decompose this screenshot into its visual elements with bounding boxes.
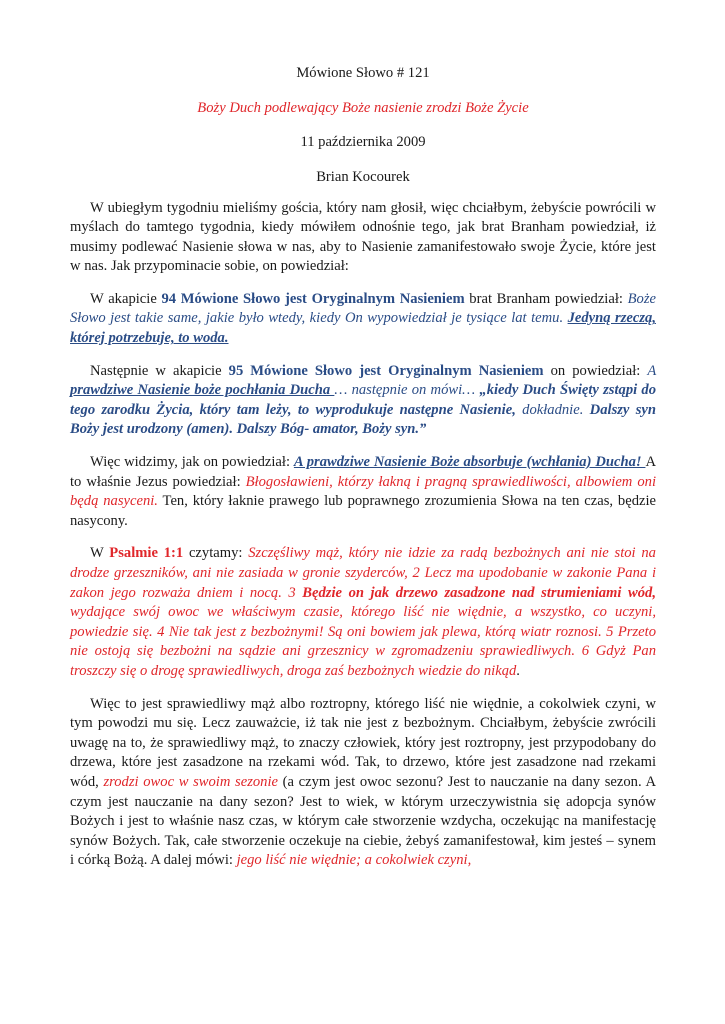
p5-quote-1: Szczęśliwy mąż, który nie idzie za radą bezbożnych ani nie stoi na drodze grzeszników, ani nie zasiada w gronie szyderców, 2 Lecz ma upodobanie w zakonie Pana i zakon jego rozważa dniem i nocą. 3 bbox=[70, 545, 656, 601]
p5-reference: Psalmie 1:1 bbox=[109, 545, 184, 562]
paragraph-3 bbox=[70, 362, 656, 440]
p2-text-a: W akapicie bbox=[90, 290, 162, 307]
document-page bbox=[70, 64, 656, 884]
p5-text-b: czytamy: bbox=[183, 545, 249, 562]
p5-quote-bold: Będzie on jak drzewo zasadzone nad strumieniami wód, bbox=[302, 584, 656, 601]
p2-quote: Boże Słowo jest takie same, jakie było wtedy, kiedy On wypowiedział je tysiące lat temu. bbox=[70, 290, 656, 327]
p4-text-b: A to właśnie Jezus powiedział: bbox=[70, 454, 656, 490]
sermon-date: 11 października 2009 bbox=[300, 134, 426, 150]
p6-text-b: (a czym jest owoc sezonu? Jest to nauczanie na dany sezon. A czym jest nauczanie na dany sezon? Jest to wiek, w którym urzeczywistnia się adopcja synów Bożych i jest to właśnie nasz czas, w którym całe stworzenie wzdycha, oczekując na manifestację synów Bożych. Tak, całe stworzenie oczekuje na ciebie, żebyś zamanifestował, kim jesteś – synem i córką Bożą. A dalej mówi: bbox=[70, 773, 656, 869]
p3-quote-1: A bbox=[647, 362, 656, 379]
paragraph-4 bbox=[70, 453, 656, 531]
sermon-author: Brian Kocourek bbox=[316, 168, 410, 185]
p5-text-a: W bbox=[90, 545, 110, 562]
p3-quote-4: dokładnie. bbox=[515, 401, 590, 418]
p4-quote: Błogosławieni, którzy łakną i pragną sprawiedliwości, albowiem oni będą nasyceni. bbox=[70, 473, 656, 510]
p3-text-b: on powiedział: bbox=[543, 362, 648, 379]
p4-text-c: Ten, który łaknie prawego lub poprawnego zrozumienia Słowa na ten czas, będzie nasycony. bbox=[70, 493, 656, 529]
p3-text-a: Następnie w akapicie bbox=[90, 362, 229, 379]
p2-emphasis: Jedyną rzeczą, której potrzebuje, to woda. bbox=[70, 310, 656, 347]
p3-quote-3: „kiedy Duch Święty zstąpi do tego zarodku Życia, który tam leży, to wyprodukuje następne Nasienie, bbox=[70, 382, 657, 418]
p3-quote-2: … następnie on mówi… bbox=[334, 382, 476, 399]
p3-reference: 95 Mówione Słowo jest Oryginalnym Nasieniem bbox=[228, 362, 544, 379]
paragraph-6 bbox=[70, 695, 656, 871]
p4-text-a: Więc widzimy, jak on powiedział: bbox=[90, 454, 294, 471]
p6-quote-2: jego liść nie więdnie; a cokolwiek czyni, bbox=[236, 852, 472, 869]
p3-quote-5: Dalszy syn Boży jest urodzony (amen). Dalszy Bóg- amator, Boży syn.” bbox=[70, 401, 656, 438]
paragraph-5 bbox=[70, 544, 656, 681]
p5-quote-2: wydające swój owoc we właściwym czasie, którego liść nie więdnie, a wszystko, co uczyni, powiedzie się. 4 Nie tak jest z bezbożnymi! Są oni bowiem jak plewa, którą wiatr roznosi. 5 Przeto nie ostoją się bezbożni na sądzie ani grzesznicy w zgromadzeniu sprawiedliwych. 6 Gdyż Pan troszczy się o drogę sprawiedliwych, droga zaś bezbożnych wiedzie do nikąd bbox=[70, 604, 656, 679]
p4-emphasis: A prawdziwe Nasienie Boże absorbuje (wchłania) Ducha! bbox=[293, 454, 646, 471]
paragraph-2 bbox=[70, 290, 656, 349]
p3-emphasis: prawdziwe Nasienie boże pochłania Ducha bbox=[70, 382, 335, 399]
p6-quote-1: zrodzi owoc w swoim sezonie bbox=[103, 773, 278, 790]
sermon-subtitle: Boży Duch podlewający Boże nasienie zrodzi Boże Życie bbox=[197, 99, 529, 116]
p2-text-b: brat Branham powiedział: bbox=[464, 290, 628, 307]
p2-reference: 94 Mówione Słowo jest Oryginalnym Nasieniem bbox=[161, 290, 465, 307]
sermon-number-title: Mówione Słowo # 121 bbox=[296, 65, 430, 81]
p6-text-a: Więc to jest sprawiedliwy mąż albo roztropny, którego liść nie więdnie, a cokolwiek czyni, w tym powodzi mu się. Lecz zauważcie, iż tak nie jest z bezbożnym. Chciałbym, żebyście zwrócili uwagę na to, że sprawiedliwy mąż, to znaczy człowiek, który jest roztropny, jest przypodobany do drzewa, które jest zasadzone na rzekami wód. Tak, to drzewo, które jest zasadzone nad rzekami wód, bbox=[70, 695, 656, 790]
p5-end: . bbox=[516, 662, 520, 679]
paragraph-1: W ubiegłym tygodniu mieliśmy gościa, który nam głosił, więc chciałbym, żebyście powrócili w myślach do tamtego tygodnia, kiedy mówiłem odnośnie tego, jak brat Branham powiedział, iż musimy podlewać Nasienie słowa w nas, aby to Nasienie zamanifestowało swoje Życie, które jest w nas. Jak przypominacie sobie, on powiedział: bbox=[70, 199, 656, 275]
